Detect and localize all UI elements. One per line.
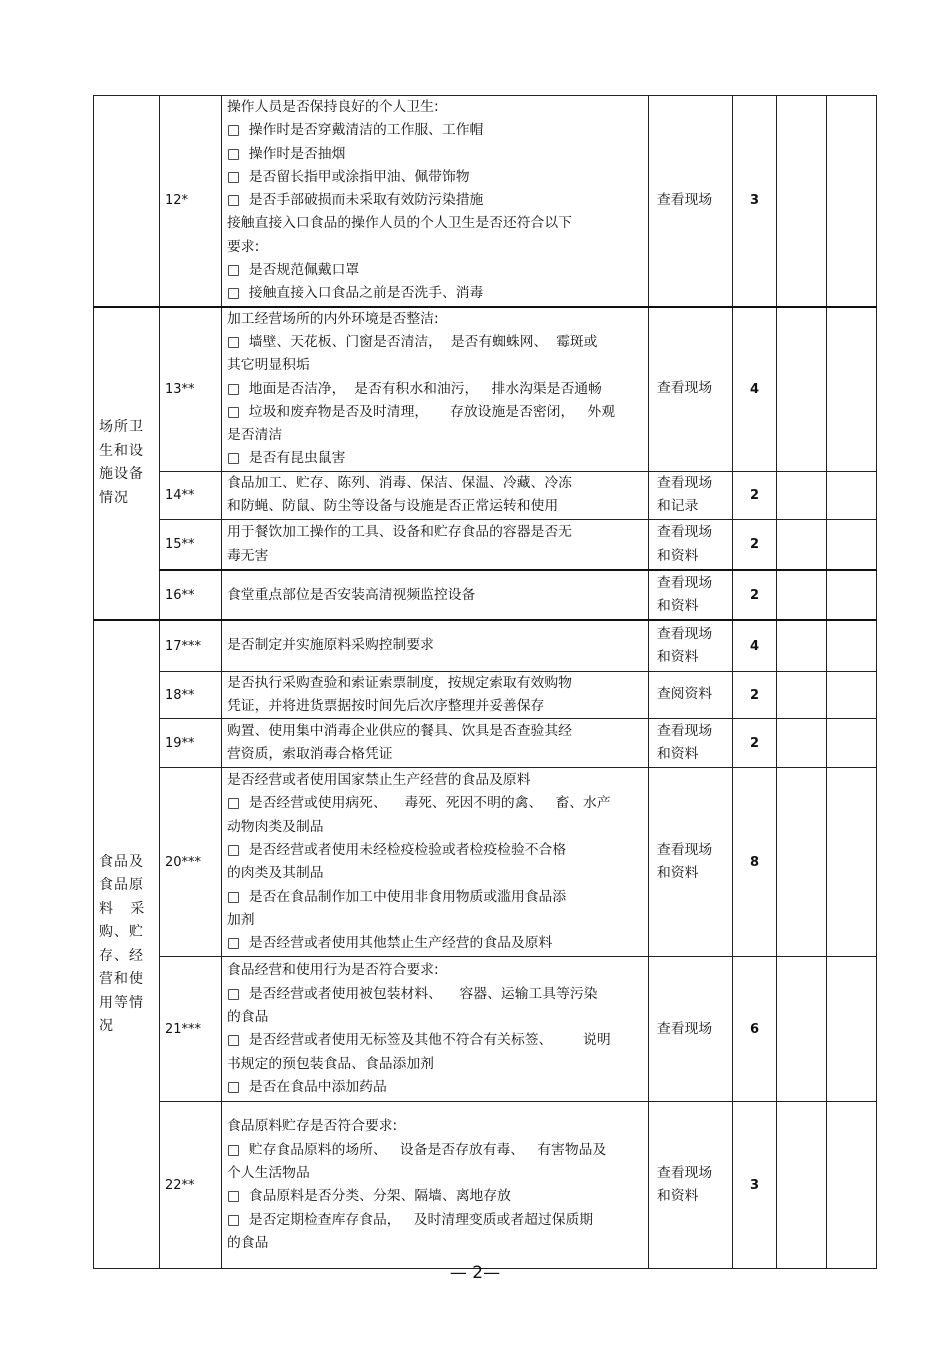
result-cell-empty[interactable] [777,719,827,768]
content-line: 食品加工、贮存、陈列、消毒、保洁、保温、冷藏、冷冻 [227,474,572,491]
method-line: 和资料 [657,547,699,564]
item-number: 13** [160,307,222,472]
check-method [649,768,733,957]
method-line: 查看现场 [657,192,713,209]
item-number: 15** [160,519,222,570]
content-line: 动物肉类及制品 [227,818,324,835]
category-line: 情况 [99,489,129,506]
item-score: 4 [733,620,777,671]
check-method [649,307,733,472]
content-line: 食品经营和使用行为是否符合要求: [227,962,439,979]
category-line: 食品原 [99,877,144,894]
item-content [222,620,649,671]
check-method [649,471,733,519]
method-line: 和记录 [657,498,699,515]
content-line: □ 是否定期检查库存食品， 及时清理变质或者超过保质期 [227,1211,594,1228]
remark-cell-empty[interactable] [827,519,877,570]
remark-cell-empty[interactable] [827,96,877,307]
content-line: □ 是否有昆虫鼠害 [227,450,346,467]
content-line: 营资质，索取消毒合格凭证 [227,746,393,763]
category-line: 购、贮 [99,924,144,941]
remark-cell-empty[interactable] [827,471,877,519]
remark-cell-empty[interactable] [827,768,877,957]
table-row [94,471,877,519]
content-line: 食堂重点部位是否安装高清视频监控设备 [227,586,476,603]
category-cell-site [94,307,160,621]
method-line: 查看现场 [657,722,713,739]
item-number: 22** [160,1102,222,1269]
content-line: 的食品 [227,1234,269,1251]
content-line: 要求: [227,238,260,255]
item-content [222,957,649,1102]
remark-cell-empty[interactable] [827,570,877,620]
content-line: □ 是否经营或者使用其他禁止生产经营的食品及原料 [227,935,553,952]
content-line: 个人生活物品 [227,1165,310,1182]
content-line: 购置、使用集中消毒企业供应的餐具、饮具是否查验其经 [227,723,572,740]
category-cell-food [94,620,160,1269]
item-content [222,519,649,570]
method-line: 和资料 [657,865,699,882]
method-line: 查看现场 [657,380,713,397]
content-line: □ 接触直接入口食品之前是否洗手、消毒 [227,285,484,302]
item-score: 3 [733,1102,777,1269]
content-line: □ 是否经营或者使用无标签及其他不符合有关标签、 说明 [227,1032,611,1049]
method-line: 查看现场 [657,574,713,591]
category-cell [94,96,160,307]
content-line: □ 贮存食品原料的场所、 设备是否存放有毒、 有害物品及 [227,1141,607,1158]
method-line: 查看现场 [657,1020,713,1037]
item-content [222,1102,649,1269]
remark-cell-empty[interactable] [827,671,877,719]
method-line: 查看现场 [657,625,713,642]
content-line: □ 墙壁、天花板、门窗是否清洁， 是否有蜘蛛网、 霉斑或 [227,333,598,350]
content-line: □ 垃圾和废弃物是否及时清理， 存放设施是否密闭， 外观 [227,403,616,420]
check-method [649,957,733,1102]
content-line: □ 是否规范佩戴口罩 [227,262,360,279]
category-line: 况 [99,1018,114,1035]
table-row [94,620,877,671]
item-score: 6 [733,957,777,1102]
item-content [222,96,649,307]
item-number: 19** [160,719,222,768]
result-cell-empty[interactable] [777,1102,827,1269]
content-line: □ 操作时是否抽烟 [227,145,346,162]
item-score: 4 [733,307,777,472]
table-row [94,1102,877,1269]
result-cell-empty[interactable] [777,96,827,307]
remark-cell-empty[interactable] [827,1102,877,1269]
item-score: 8 [733,768,777,957]
result-cell-empty[interactable] [777,307,827,472]
item-number: 14** [160,471,222,519]
table-row [94,96,877,307]
result-cell-empty[interactable] [777,768,827,957]
category-line: 施设备 [99,466,144,483]
item-number: 20*** [160,768,222,957]
remark-cell-empty[interactable] [827,620,877,671]
table-row [94,671,877,719]
content-line: □ 是否在食品制作加工中使用非食用物质或滥用食品添 [227,888,567,905]
category-line: 场所卫 [99,419,144,436]
category-line: 用等情 [99,994,144,1011]
category-line: 存、经 [99,947,144,964]
table-row [94,719,877,768]
content-line: □ 是否经营或者使用被包装材料、 容器、运输工具等污染 [227,985,598,1002]
content-line: 毒无害 [227,547,269,564]
remark-cell-empty[interactable] [827,719,877,768]
content-line: 加剂 [227,911,255,928]
page-number: — 2— [449,1263,501,1283]
item-score: 2 [733,471,777,519]
inspection-table [93,95,877,1269]
content-line: □ 食品原料是否分类、分架、隔墙、离地存放 [227,1188,511,1205]
content-line: 的食品 [227,1009,269,1026]
table-row [94,570,877,620]
content-line: □ 操作时是否穿戴清洁的工作服、工作帽 [227,122,484,139]
remark-cell-empty[interactable] [827,307,877,472]
category-line: 料 采 [99,900,146,917]
content-line: 用于餐饮加工操作的工具、设备和贮存食品的容器是否无 [227,524,572,541]
content-line: 的肉类及其制品 [227,865,324,882]
content-line: □ 是否经营或者使用未经检疫检验或者检疫检验不合格 [227,842,567,859]
result-cell-empty[interactable] [777,671,827,719]
item-score: 2 [733,570,777,620]
method-line: 查看现场 [657,1164,713,1181]
item-content [222,307,649,472]
item-score: 2 [733,671,777,719]
item-score: 3 [733,96,777,307]
item-number: 16** [160,570,222,620]
method-line: 查阅资料 [657,686,713,703]
content-line: 是否清洁 [227,427,283,444]
content-line: 操作人员是否保持良好的个人卫生: [227,99,439,115]
table-row [94,768,877,957]
item-content [222,471,649,519]
content-line: 凭证，并将进货票据按时间先后次序整理并妥善保存 [227,698,545,715]
item-content [222,719,649,768]
item-content [222,768,649,957]
item-number: 12* [160,96,222,307]
item-number: 21*** [160,957,222,1102]
content-line: 和防蝇、防鼠、防尘等设备与设施是否正常运转和使用 [227,498,559,515]
content-line: 食品原料贮存是否符合要求: [227,1118,398,1135]
table-row [94,519,877,570]
result-cell-empty[interactable] [777,570,827,620]
content-line: 接触直接入口食品的操作人员的个人卫生是否还符合以下 [227,215,572,232]
category-line: 食品及 [99,853,144,870]
item-score: 2 [733,519,777,570]
result-cell-empty[interactable] [777,620,827,671]
check-method [649,620,733,671]
content-line: 其它明显积垢 [227,357,310,374]
method-line: 查看现场 [657,524,713,540]
method-line: 和资料 [657,598,699,615]
category-line: 生和设 [99,442,144,459]
result-cell-empty[interactable] [777,471,827,519]
method-line: 查看现场 [657,841,713,858]
method-line: 和资料 [657,746,699,763]
check-method [649,96,733,307]
content-line: □ 是否留长指甲或涂指甲油、佩带饰物 [227,168,470,185]
table-row [94,957,877,1102]
method-line: 和资料 [657,1188,699,1205]
check-method [649,719,733,768]
content-line: 是否制定并实施原料采购控制要求 [227,637,434,654]
item-number: 17*** [160,620,222,671]
item-content [222,671,649,719]
content-line: □ 是否手部破损而未采取有效防污染措施 [227,192,484,209]
table-body [94,96,877,1269]
content-line: □ 地面是否洁净， 是否有积水和油污， 排水沟渠是否通畅 [227,380,602,397]
content-line: 是否经营或者使用国家禁止生产经营的食品及原料 [227,772,531,789]
check-method [649,671,733,719]
remark-cell-empty[interactable] [827,957,877,1102]
item-content [222,570,649,620]
method-line: 查看现场 [657,474,713,491]
content-line: □ 是否在食品中添加药品 [227,1078,387,1095]
item-number: 18** [160,671,222,719]
content-line: 是否执行采购查验和索证索票制度，按规定索取有效购物 [227,674,572,691]
content-line: 书规定的预包装食品、食品添加剂 [227,1055,434,1072]
content-line: 加工经营场所的内外环境是否整洁: [227,310,439,327]
item-score: 2 [733,719,777,768]
check-method [649,1102,733,1269]
table-row [94,307,877,472]
result-cell-empty[interactable] [777,957,827,1102]
check-method [649,519,733,570]
check-method [649,570,733,620]
result-cell-empty[interactable] [777,519,827,570]
category-line: 营和使 [99,971,144,988]
content-line: □ 是否经营或使用病死、 毒死、死因不明的禽、 畜、水产 [227,795,611,812]
method-line: 和资料 [657,649,699,665]
